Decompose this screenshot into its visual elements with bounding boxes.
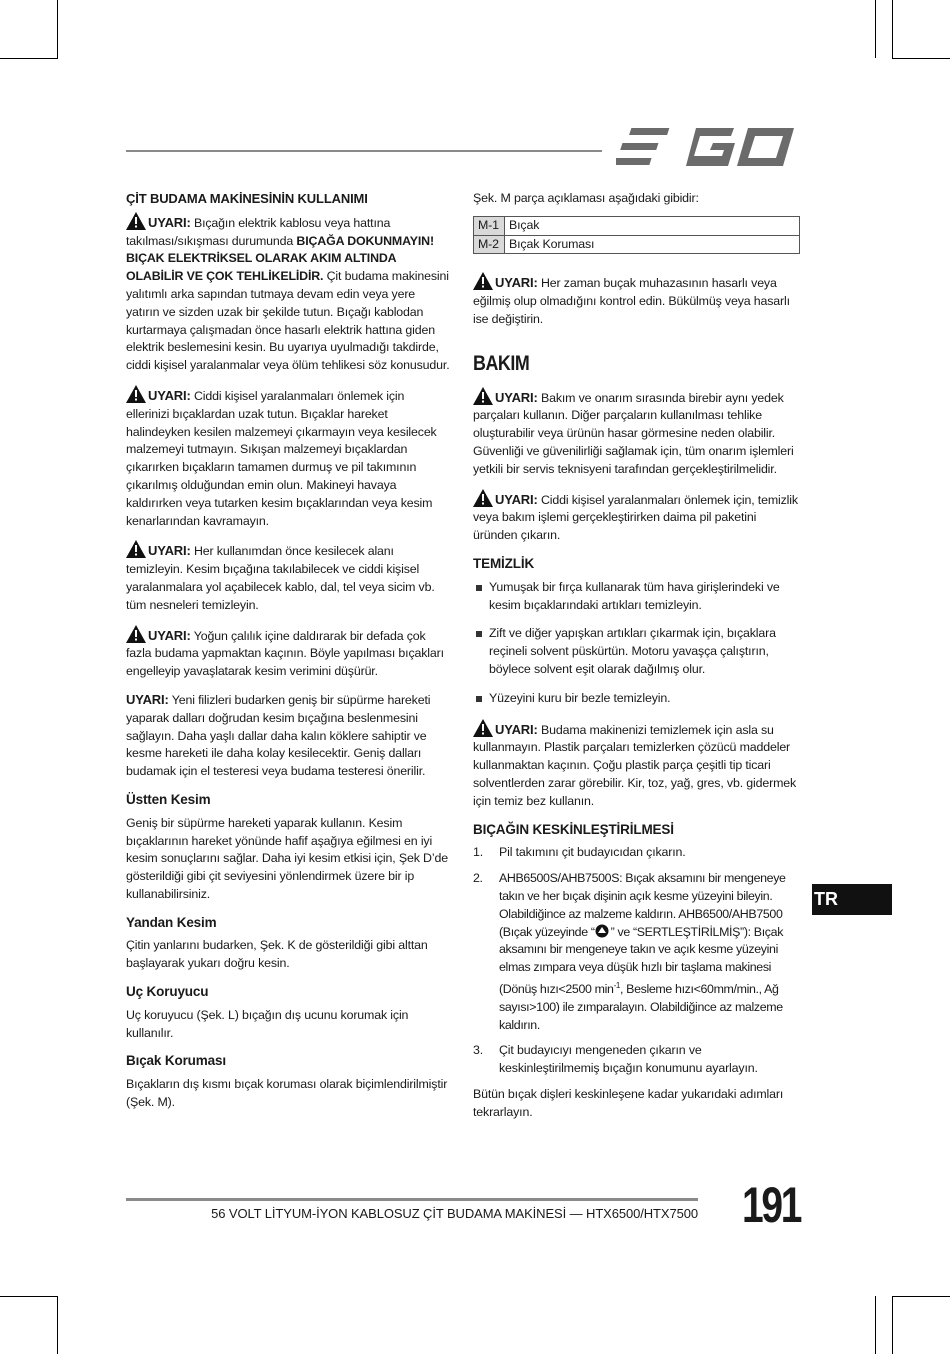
section-heading-blade-guard: Bıçak Koruması — [126, 1053, 226, 1069]
warning-triangle-icon — [126, 540, 146, 558]
warning-paragraph — [126, 212, 450, 375]
bullet-square-icon — [476, 631, 482, 637]
maintenance-title: BAKIM — [473, 351, 530, 375]
warning-text: Çit budama makinesini yalıtımlı arka sapından tutmaya devam edin veya yere yatırın ve sizden uzak bir şekilde tutun. Bıçağı kablodan kurtarmaya çalışmadan önce hasarlı elektrik hattına giden elektrik beslemesini kesin. Bu uyarıya uyulmadığı takdirde, ciddi kişisel yaralanmalar veya ölüm tehlikesi söz konusudur. — [126, 269, 450, 373]
warning-text: Ciddi kişisel yaralanmaları önlemek için ellerinizi bıçaklardan uzak tutun. Bıçaklar hareket halindeyken kesilen malzemeyi çıkarmayın veya kesilecek malzemeyi tutmayın. Sıkışan malzemeyi bıçaklardan çıkarırken bıçakların tamamen durmuş ve pil takımının çıkarılmış olduğundan emin olun. Makineyi havaya kaldırırken veya tutarken kesim bıçaklarından veya kesim kenarlarından kavramayın. — [126, 388, 437, 528]
warning-paragraph — [126, 540, 450, 614]
warning-label: UYARI: — [148, 214, 191, 230]
list-item-text: Zift ve diğer yapışkan artıkları çıkarmak için, bıçaklara reçineli solvent püskürtün. Motoru yavaşça çalıştırın, böylece solvent eşit olarak dağılmış olur. — [489, 626, 776, 676]
sharpening-title: BIÇAĞIN KESKİNLEŞTİRİLMESİ — [473, 821, 674, 837]
section-text: Bıçakların dış kısmı bıçak koruması olarak biçimlendirilmiştir (Şek. M). — [126, 1077, 448, 1110]
warning-bold-text: BIÇAĞA DOKUNMAYIN! BIÇAK ELEKTRİKSEL OLARAK AKIM ALTINDA OLABİLİR VE ÇOK TEHLİKELİDİR. — [126, 233, 434, 284]
list-item — [473, 579, 803, 615]
language-tab: TR — [812, 884, 892, 915]
usage-title: ÇİT BUDAMA MAKİNESİNİN KULLANIMI — [126, 191, 368, 206]
section-text: Uç koruyucu (Şek. L) bıçağın dış ucunu korumak için kullanılır. — [126, 1007, 409, 1040]
step-superscript: -1 — [613, 980, 620, 990]
part-code: M-1 — [474, 216, 505, 235]
list-item — [473, 625, 803, 678]
left-column — [126, 190, 450, 1122]
cleaning-list — [473, 579, 803, 708]
warning-text: Yoğun çalılık içine daldırarak bir defada çok fazla budama yapmaktan kaçının. Böyle yapılması bıçakları engelleyip yavaşlatarak kesim verimini düşürür. — [126, 628, 444, 679]
crop-mark — [892, 58, 950, 59]
closing-text: Bütün bıçak dişleri keskinleşene kadar yukarıdaki adımları tekrarlayın. — [473, 1087, 784, 1119]
warning-text: Budama makinenizi temizlemek için asla su kullanmayın. Plastik parçaları temizlerken çözücü maddeler kullanmaktan kaçının. Çoğu plastik parça çeşitli tip ticari solventlerden zarar görebilir. Kir, toz, yağ, gres, vb. gidermek için temiz bez kullanın. — [473, 722, 797, 808]
warning-text: Ciddi kişisel yaralanmaları önlemek için, temizlik veya bakım işlemi gerçekleştirirken daima pil paketini üründen çıkarın. — [473, 492, 798, 543]
part-code: M-2 — [474, 235, 505, 254]
crop-mark — [875, 1296, 876, 1354]
step-text: ” ve “SERTLEŞTİRİLMİŞ”): Bıçak aksamını bir mengeneye takın ve açık kesme yüzeyini elmas zımpara veya düşük hızlı bir taşlama makinesi (Dönüş hızı<2500 min — [499, 924, 784, 997]
sharpening-steps — [473, 844, 803, 1078]
table-row — [474, 235, 800, 254]
part-name: Bıçak Koruması — [505, 235, 800, 254]
list-item — [473, 1042, 803, 1078]
warning-label: UYARI: — [495, 275, 538, 291]
warning-text: Bıçağın elektrik kablosu veya hattına takılması/sıkışması durumunda — [126, 215, 391, 248]
warning-label: UYARI: — [495, 491, 538, 507]
warning-triangle-icon — [473, 387, 493, 405]
bullet-square-icon — [476, 696, 482, 702]
step-number: 3. — [473, 1043, 484, 1058]
list-item-text: Yüzeyini kuru bir bezle temizleyin. — [489, 690, 671, 705]
footer-rule — [126, 1198, 698, 1201]
section-text: Geniş bir süpürme hareketi yaparak kullanın. Kesim bıçaklarının hareket yönünde hafif aşağıya eğilmesi en iyi kesim sonuçlarını sağlar. Daha iyi kesim etkisi için, Şek D’de gösterildiği gibi çit seviyesini yönlendirmek üzere bir ip kullanabilirsiniz. — [126, 815, 448, 901]
warning-text: Her kullanımdan önce kesilecek alanı temizleyin. Kesim bıçağına takılabilecek ve ciddi kişisel yaralanmalara yol açabilecek kablo, dal, tel veya sicim vb. tüm nesneleri temizleyin. — [126, 544, 435, 612]
warning-paragraph — [473, 489, 803, 545]
warning-label: UYARI: — [126, 691, 169, 707]
warning-triangle-icon — [126, 385, 146, 403]
step-number: 2. — [473, 871, 483, 886]
parts-intro: Şek. M parça açıklaması aşağıdaki gibidir: — [473, 191, 699, 205]
ego-logo — [616, 126, 800, 175]
list-item — [473, 870, 803, 1034]
warning-triangle-icon — [126, 212, 146, 230]
header-rule — [126, 150, 602, 152]
cleaning-title: TEMİZLİK — [473, 555, 535, 571]
step-text: Pil takımını çit budayıcıdan çıkarın. — [499, 845, 686, 860]
warning-triangle-icon — [126, 625, 146, 643]
crop-mark — [0, 58, 58, 59]
sharpening-symbol-icon — [595, 924, 609, 938]
page-number: 191 — [742, 1177, 801, 1233]
step-number: 1. — [473, 845, 484, 860]
list-item — [473, 690, 803, 708]
parts-table — [473, 216, 800, 255]
crop-mark — [892, 1296, 950, 1297]
crop-mark — [875, 0, 876, 58]
crop-mark — [0, 1296, 58, 1297]
warning-paragraph — [126, 691, 450, 781]
list-item-text: Yumuşak bir fırça kullanarak tüm hava girişlerindeki ve kesim bıçaklarındaki artıkları temizleyin. — [489, 579, 780, 612]
part-name: Bıçak — [505, 216, 800, 235]
warning-paragraph — [473, 387, 803, 479]
warning-text: Yeni filizleri budarken geniş bir süpürme hareketi yaparak dalları doğrudan kesim bıçağına beslenmesini sağlayın. Daha yaşlı dallar daha kalın köklere sahiptir ve kesme hareketi ile daha kolay kesilecektir. Geniş dalları budamak için el testeresi veya budama testeresi önerilir. — [126, 692, 431, 779]
warning-paragraph — [473, 272, 803, 328]
list-item — [473, 844, 803, 862]
table-row — [474, 216, 800, 235]
step-text: AHB6500S/AHB7500S: Bıçak aksamını bir mengeneye takın ve her bıçak dişinin açık kesme yüzeyini bileyin. Olabildiğince az malzeme kaldırın. AHB6500/AHB7500 (Bıçak yüzeyinde “ — [499, 871, 786, 939]
crop-mark — [57, 0, 58, 58]
warning-triangle-icon — [473, 272, 493, 290]
warning-label: UYARI: — [148, 627, 191, 643]
step-text: Çit budayıcıyı mengeneden çıkarın ve keskinleştirilmemiş bıçağın konumunu ayarlayın. — [499, 1043, 758, 1076]
warning-text: Bakım ve onarım sırasında birebir aynı yedek parçaları kullanın. Diğer parçaların kullanılması tehlike oluşturabilir veya ürünün hasar görmesine neden olabilir. Güvenliği ve güvenilirliği sağlamak için, tüm onarım işlemleri yetkili bir servis teknisyeni tarafından gerçekleştirilmelidir. — [473, 390, 794, 476]
warning-label: UYARI: — [495, 389, 538, 405]
crop-mark — [57, 1296, 58, 1354]
step-text: , Besleme hızı<60mm/min., Ağ sayısı>100) ile zımparalayın. Olabildiğince az malzeme kaldırın. — [499, 982, 783, 1032]
crop-mark — [892, 0, 893, 58]
section-heading-tip-guard: Uç Koruyucu — [126, 984, 209, 1000]
warning-label: UYARI: — [148, 387, 191, 403]
warning-paragraph — [473, 719, 803, 811]
warning-label: UYARI: — [148, 543, 191, 559]
section-heading-side-cut: Yandan Kesim — [126, 914, 217, 930]
warning-paragraph — [126, 625, 450, 681]
warning-triangle-icon — [473, 489, 493, 507]
warning-paragraph — [126, 385, 450, 530]
bullet-square-icon — [476, 585, 482, 591]
footer-title: 56 VOLT LİTYUM-İYON KABLOSUZ ÇİT BUDAMA MAKİNESİ — HTX6500/HTX7500 — [211, 1206, 698, 1221]
crop-mark — [892, 1296, 893, 1354]
warning-text: Her zaman buçak muhazasının hasarlı veya eğilmiş olup olmadığını kontrol edin. Bükülmüş veya hasarlı ise değiştirin. — [473, 276, 790, 326]
section-heading-top-cut: Üstten Kesim — [126, 791, 211, 807]
right-column — [473, 190, 803, 1132]
warning-label: UYARI: — [495, 721, 538, 737]
section-text: Çitin yanlarını budarken, Şek. K de gösterildiği gibi alttan başlayarak yukarı doğru kesin. — [126, 938, 428, 971]
warning-triangle-icon — [473, 719, 493, 737]
